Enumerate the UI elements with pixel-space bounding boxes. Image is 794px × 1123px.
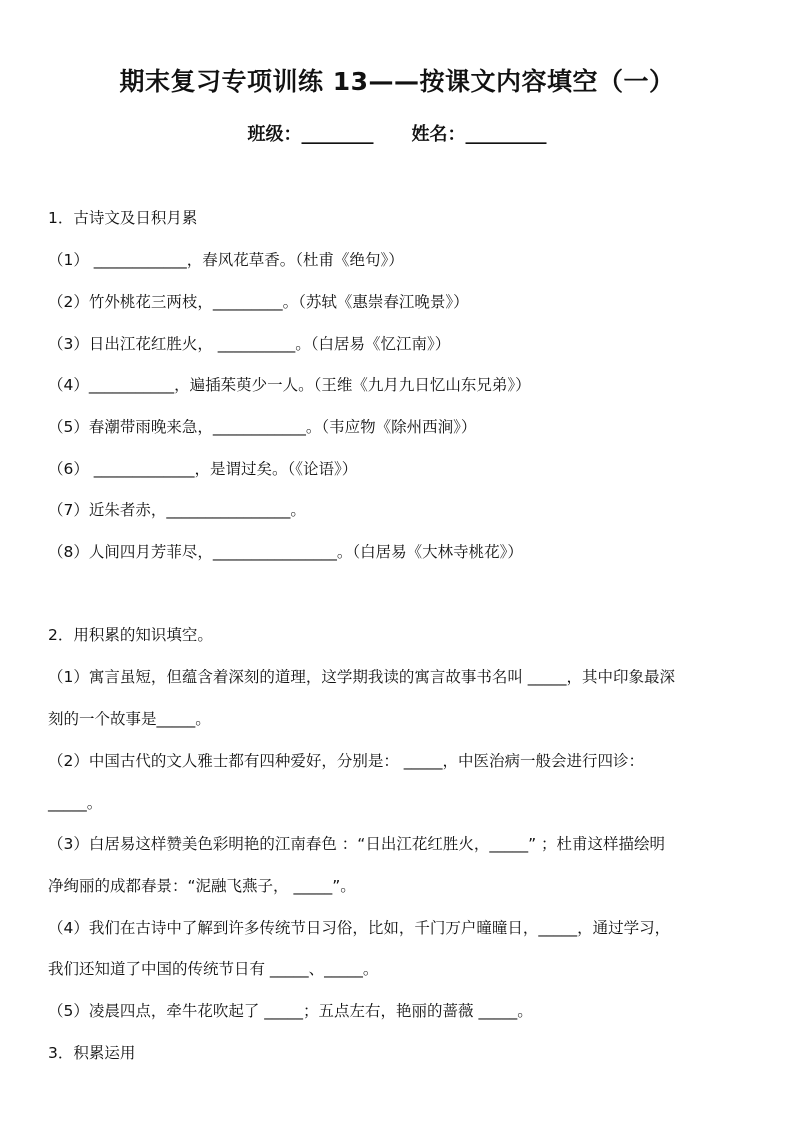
q1-item: （1） ____________，春风花草香。（杜甫《绝句》） bbox=[48, 251, 404, 269]
q2-heading: 2．用积累的知识填空。 bbox=[48, 626, 213, 644]
q1-item: （5）春潮带雨晚来急，____________。（韦应物《除州西涧》） bbox=[48, 418, 477, 436]
q2-line: 净绚丽的成都春景：“泥融飞燕子， _____”。 bbox=[48, 877, 356, 895]
q2-line: （5）凌晨四点，牵牛花吹起了 _____；五点左右，艳丽的蔷薇 _____。 bbox=[48, 1002, 533, 1020]
q1-item: （7）近朱者赤，________________。 bbox=[48, 501, 306, 519]
q1-item: （2）竹外桃花三两枝，_________。（苏轼《惠崇春江晚景》） bbox=[48, 293, 469, 311]
q2-line: （1）寓言虽短，但蕴含着深刻的道理，这学期我读的寓言故事书名叫 _____，其中印象最深 bbox=[48, 668, 676, 686]
q2-line: （3）白居易这样赞美色彩明艳的江南春色 ：“日出江花红胜火，_____” ；杜甫这样描绘明 bbox=[48, 835, 666, 853]
q2-line: （4）我们在古诗中了解到许多传统节日习俗，比如，千门万户曈曈日，_____，通过学习， bbox=[48, 919, 671, 937]
q1-item: （6） _____________，是谓过矣。（《论语》） bbox=[48, 460, 358, 478]
q2-line: 我们还知道了中国的传统节日有 _____、_____。 bbox=[48, 960, 379, 978]
student-info bbox=[0, 120, 794, 146]
class-field: 班级：________ bbox=[247, 124, 374, 145]
q1-heading: 1．古诗文及日积月累 bbox=[48, 209, 198, 227]
q2-line: （2）中国古代的文人雅士都有四种爱好，分别是： _____，中医治病一般会进行四诊： bbox=[48, 752, 645, 770]
q2-line: _____。 bbox=[48, 794, 103, 812]
q1-item: （8）人间四月芳菲尽，________________。（白居易《大林寺桃花》） bbox=[48, 543, 523, 561]
q1-item: （4）___________，遍插茱萸少一人。（王维《九月九日忆山东兄弟》） bbox=[48, 376, 531, 394]
q3-heading: 3．积累运用 bbox=[48, 1044, 136, 1062]
q1-item: （3）日出江花红胜火， __________。（白居易《忆江南》） bbox=[48, 335, 451, 353]
q2-line: 刻的一个故事是_____。 bbox=[48, 710, 211, 728]
page-title: 期末复习专项训练 13——按课文内容填空（一） bbox=[119, 67, 675, 96]
name-field: 姓名：_________ bbox=[411, 124, 547, 145]
